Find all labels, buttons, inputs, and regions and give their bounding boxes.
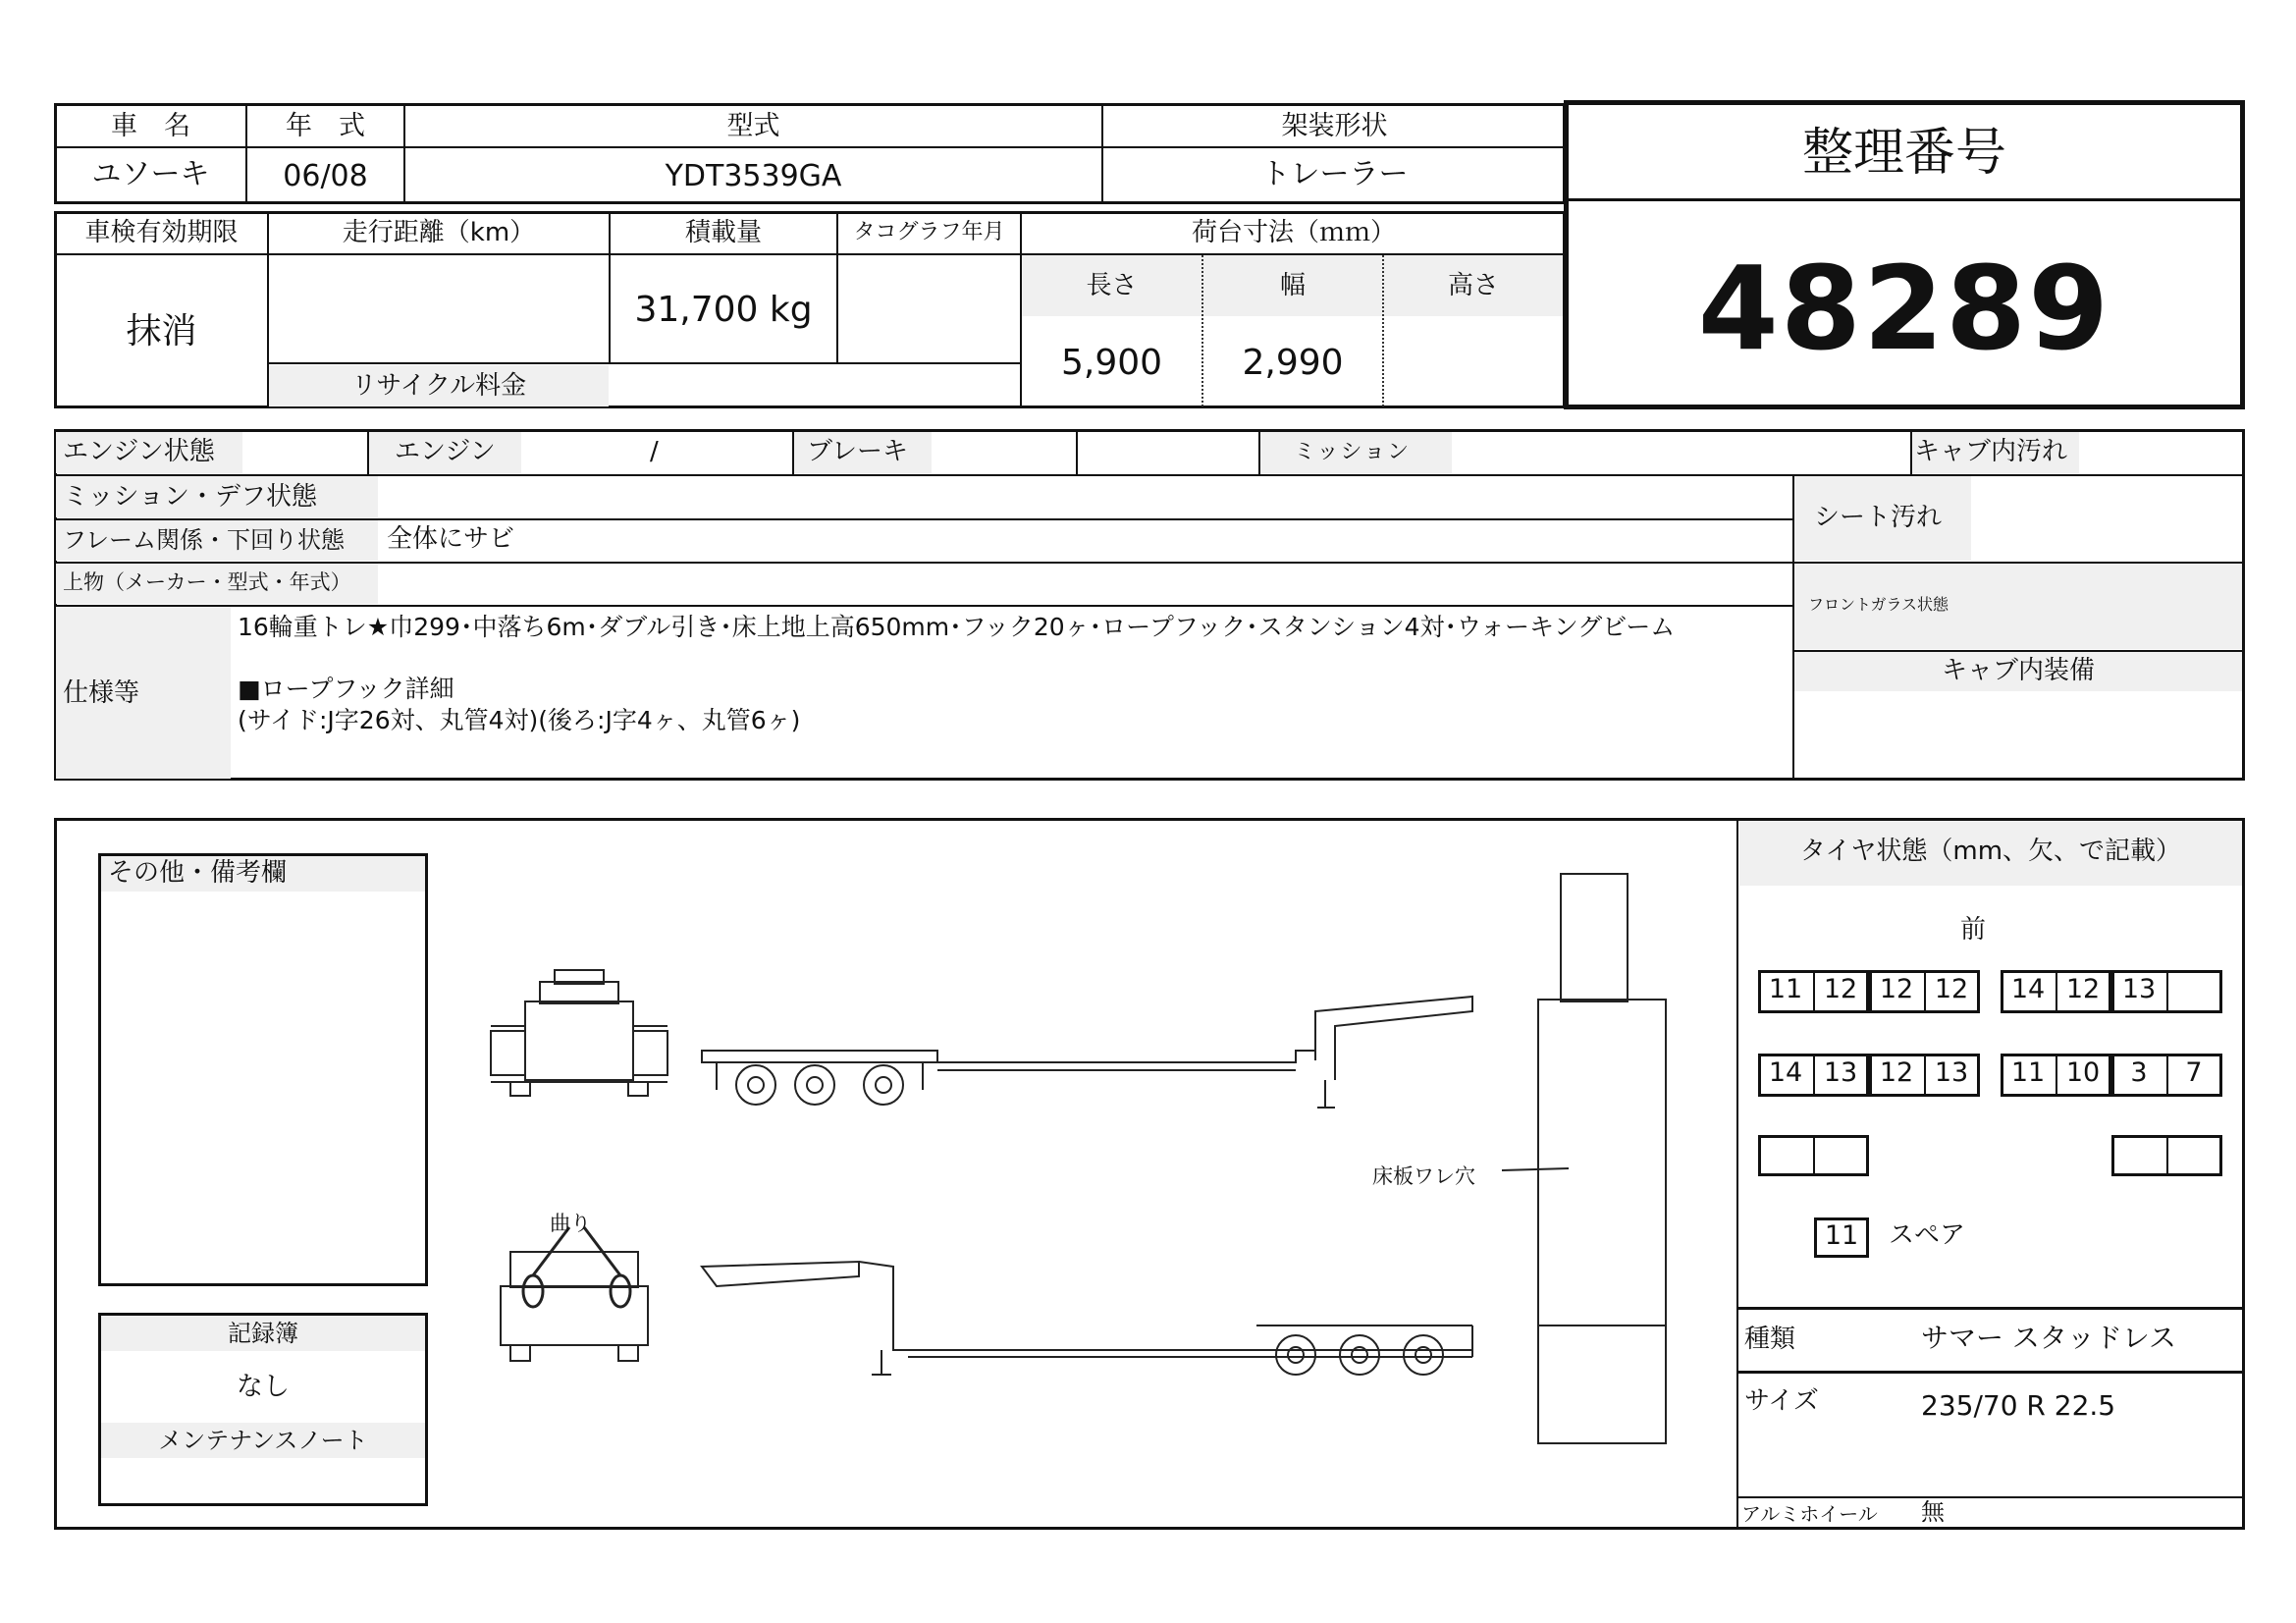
tire-mid-left-1: 14 <box>1768 1057 1803 1088</box>
engine-state-label: エンジン状態 <box>63 437 215 466</box>
inspection-value: 抹消 <box>126 311 197 352</box>
control-number: 48289 <box>1697 241 2111 376</box>
seat-dirt-label: シート汚れ <box>1814 503 1943 532</box>
cab-equipment-label: キャブ内装備 <box>1941 656 2095 685</box>
tire-size-value: 235/70 R 22.5 <box>1921 1389 2116 1422</box>
load-label: 積載量 <box>684 218 762 247</box>
tire-condition-title: タイヤ状態（mm、欠、で記載） <box>1799 837 2182 866</box>
recycle-fee-label: リサイクル料金 <box>350 371 527 401</box>
aluminum-wheel-label: アルミホイール <box>1741 1502 1878 1526</box>
cab-dirt-label: キャブ内汚れ <box>1914 437 2068 466</box>
body-type-label: 架装形状 <box>1281 111 1388 141</box>
maintenance-note-label: メンテナンスノート <box>158 1427 368 1454</box>
tire-mid-left-3: 12 <box>1879 1057 1914 1088</box>
tire-spare-label: スペア <box>1889 1220 1966 1250</box>
tire-size-label: サイズ <box>1744 1386 1819 1416</box>
car-name-label: 車 名 <box>111 111 190 141</box>
spec-line-1: 16輪重トレ★巾299･中落ち6m･ダブル引き･床上地上高650mm･フック20ヶ･ロープフック･スタンション4対･ウォーキングビーム <box>238 613 1676 641</box>
bed-length-label: 長さ <box>1086 271 1138 300</box>
tire-mid-right-3: 3 <box>2130 1057 2148 1088</box>
year-label: 年 式 <box>286 111 365 141</box>
model-label: 型式 <box>726 111 780 141</box>
record-book-value: なし <box>237 1372 290 1402</box>
tire-front-left-4: 12 <box>1934 974 1969 1004</box>
bed-size-label: 荷台寸法（ｍｍ） <box>1191 218 1396 247</box>
bed-width-label: 幅 <box>1279 271 1306 300</box>
tire-type-label: 種類 <box>1744 1325 1796 1354</box>
bed-width-value: 2,990 <box>1242 343 1344 383</box>
tire-type-value: サマー スタッドレス <box>1921 1322 2177 1354</box>
control-number-label: 整理番号 <box>1801 124 2006 183</box>
bed-length-value: 5,900 <box>1060 343 1163 383</box>
trailer-side-view-bottom <box>702 1262 1472 1375</box>
upper-body-label: 上物（メーカー・型式・年式） <box>63 570 351 594</box>
tire-front-left-3: 12 <box>1879 974 1914 1004</box>
floor-damage-annotation: 床板ワレ穴 <box>1372 1164 1475 1188</box>
tire-front-right-4 <box>2166 973 2221 1010</box>
trailer-front-view-bottom <box>501 1227 648 1361</box>
frame-label: フレーム関係・下回り状態 <box>63 526 346 554</box>
tire-mid-left-4: 13 <box>1934 1057 1969 1088</box>
inspection-label: 車検有効期限 <box>84 218 239 247</box>
tire-front-left-1: 11 <box>1768 974 1803 1004</box>
remarks-label: その他・備考欄 <box>108 858 288 888</box>
engine-slash: / <box>650 437 659 466</box>
mission-label: ミッション <box>1294 440 1412 464</box>
mileage-label: 走行距離（km） <box>342 218 536 247</box>
load-value: 31,700 kg <box>634 290 813 330</box>
trailer-diagram <box>471 854 1688 1463</box>
brake-label: ブレーキ <box>807 437 908 466</box>
engine-label: エンジン <box>395 437 496 466</box>
model-value: YDT3539GA <box>665 159 842 193</box>
spec-label: 仕様等 <box>63 678 140 708</box>
tire-front-label: 前 <box>1959 915 1986 945</box>
tire-front-left-2: 12 <box>1823 974 1858 1004</box>
tire-front-right-3: 13 <box>2121 974 2157 1004</box>
trailer-front-view-top <box>491 970 667 1096</box>
aluminum-wheel-value: 無 <box>1921 1498 1945 1526</box>
tire-front-right-1: 14 <box>2010 974 2046 1004</box>
tire-mid-left-2: 13 <box>1823 1057 1858 1088</box>
tire-mid-right-1: 11 <box>2010 1057 2046 1088</box>
trailer-side-view-top <box>702 997 1472 1108</box>
frame-value: 全体にサビ <box>387 524 515 554</box>
bed-height-label: 高さ <box>1447 271 1499 300</box>
tire-mid-right-2: 10 <box>2065 1057 2101 1088</box>
mission-diff-label: ミッション・デフ状態 <box>63 482 317 512</box>
car-name-value: ユソーキ <box>91 157 210 191</box>
bend-annotation: 曲り <box>550 1212 591 1235</box>
remarks-box <box>98 853 428 1286</box>
record-book-label: 記録簿 <box>228 1320 298 1347</box>
tacho-label: タコグラフ年月 <box>853 220 1005 244</box>
spec-line-3: (サイド:J字26対、丸管4対)(後ろ:J字4ヶ、丸管6ヶ) <box>238 706 801 734</box>
year-value: 06/08 <box>283 159 368 193</box>
tire-front-right-2: 12 <box>2065 974 2101 1004</box>
body-type-value: トレーラー <box>1260 157 1409 191</box>
windshield-label: フロントガラス状態 <box>1808 595 1949 614</box>
spec-line-2: ■ロープフック詳細 <box>238 675 454 703</box>
tire-spare: 11 <box>1824 1220 1859 1251</box>
tire-mid-right-4: 7 <box>2185 1057 2203 1088</box>
trailer-top-view <box>1502 874 1666 1443</box>
